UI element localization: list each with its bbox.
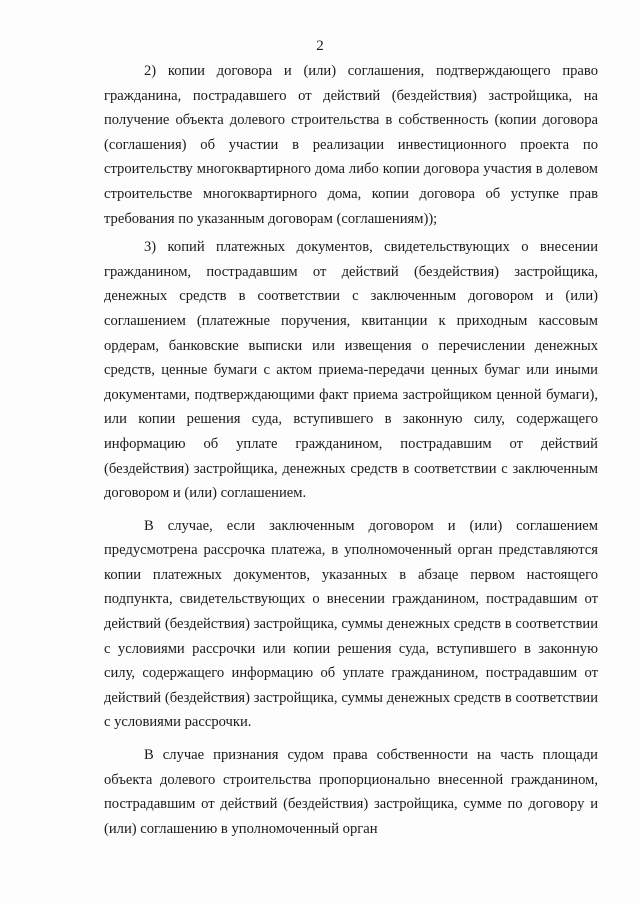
document-body bbox=[104, 59, 598, 845]
paragraph-item-3: 3) копий платежных документов, свидетельствующих о внесении гражданином, пострадавшим от действий (бездействия) застройщика, денежных средств в соответствии с заключенным договором и (или) соглашением (платежные поручения, квитанции к приходным кассовым ордерам, банковские выписки или извещения о перечислении денежных средств, ценные бумаги с актом приема-передачи ценных бумаг или иными документами, подтверждающими факт приема застройщиком ценной бумаги), или копии решения суда, вступившего в законную силу, содержащего информацию об уплате гражданином, пострадавшим от действий (бездействия) застройщика, денежных средств в соответствии с заключенным договором и (или) соглашением. bbox=[104, 239, 598, 502]
paragraph-installment: В случае, если заключенным договором и (или) соглашением предусмотрена рассрочка платежа, в уполномоченный орган представляются копии платежных документов, указанных в абзаце первом настоящего подпункта, свидетельствующих о внесении гражданином, пострадавшим от действий (бездействия) застройщика, суммы денежных средств в соответствии с условиями рассрочки или копии решения суда, вступившего в законную силу, содержащего информацию об уплате гражданином, пострадавшим от действий (бездействия) застройщика, суммы денежных средств в соответствии с условиями рассрочки. bbox=[104, 517, 598, 731]
paragraph-court-recognition: В случае признания судом права собственности на часть площади объекта долевого строительства пропорционально внесенной гражданином, пострадавшим от действий (бездействия) застройщика, сумме по договору и (или) соглашению в уполномоченный орган bbox=[104, 747, 598, 837]
page-number: 2 bbox=[316, 38, 324, 54]
paragraph-item-2: 2) копии договора и (или) соглашения, подтверждающего право гражданина, пострадавшего от действий (бездействия) застройщика, на получение объекта долевого строительства в собственность (копии договора (соглашения) об участии в реализации инвестиционного проекта по строительству многоквартирного дома либо копии договора участия в долевом строительстве многоквартирного дома, копии договора об уступке прав требования по указанным договорам (соглашениям)); bbox=[104, 63, 598, 227]
